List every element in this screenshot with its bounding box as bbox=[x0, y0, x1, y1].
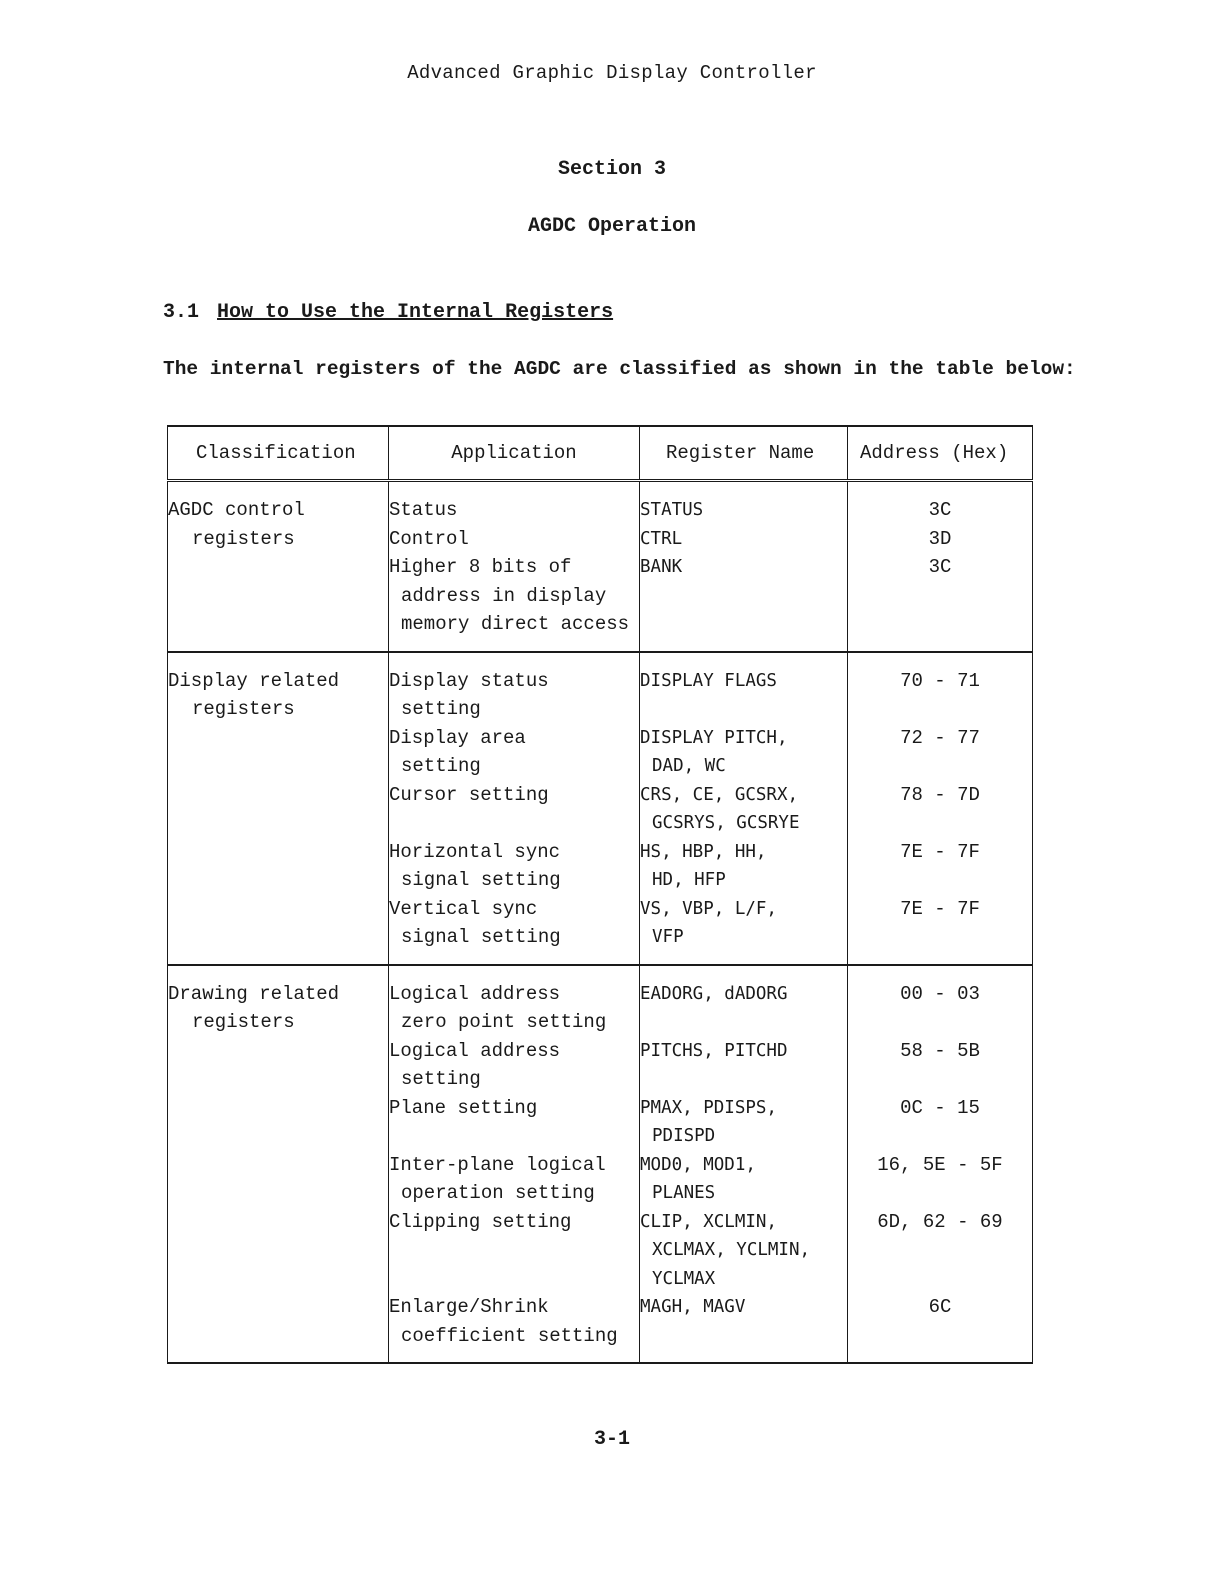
address-line bbox=[848, 1008, 1032, 1037]
application-line: address in display bbox=[401, 584, 607, 607]
register-name-line bbox=[640, 1065, 847, 1094]
column-header-application: Application bbox=[389, 426, 640, 481]
register-name-line: CRS, CE, GCSRX, bbox=[640, 784, 799, 805]
address-cell bbox=[848, 481, 1033, 652]
table-header bbox=[168, 426, 1033, 481]
register-name-line: VFP bbox=[652, 927, 684, 947]
register-name-line: VS, VBP, L/F, bbox=[640, 898, 777, 919]
address-line bbox=[848, 1179, 1032, 1208]
address-line bbox=[848, 1322, 1032, 1351]
register-name-line bbox=[640, 695, 847, 724]
classification-cell bbox=[168, 481, 389, 652]
application-line bbox=[389, 1236, 639, 1265]
address-line: 58 - 5B bbox=[900, 1039, 980, 1062]
application-line: Vertical sync bbox=[389, 897, 538, 920]
register-name-line: DISPLAY FLAGS bbox=[640, 670, 777, 691]
classification-line: Display related bbox=[168, 669, 340, 692]
address-line bbox=[848, 582, 1032, 611]
address-line bbox=[848, 1122, 1032, 1151]
address-line: 0C - 15 bbox=[900, 1096, 980, 1119]
address-line: 3C bbox=[928, 499, 952, 521]
application-cell bbox=[389, 481, 640, 652]
application-line bbox=[389, 1265, 639, 1294]
register-name-line bbox=[640, 582, 847, 611]
application-cell bbox=[389, 652, 640, 965]
application-line: Logical address bbox=[389, 982, 561, 1005]
address-line bbox=[848, 923, 1032, 952]
classification-line: registers bbox=[192, 1011, 295, 1033]
application-line: signal setting bbox=[401, 926, 561, 948]
running-head: Advanced Graphic Display Controller bbox=[407, 62, 817, 84]
register-name-line: PITCHS, PITCHD bbox=[640, 1040, 788, 1061]
application-line: Status bbox=[389, 499, 458, 521]
address-line: 3D bbox=[928, 527, 952, 550]
application-line: setting bbox=[401, 755, 481, 777]
register-name-line: HS, HBP, HH, bbox=[640, 841, 767, 862]
register-name-line: MOD0, MOD1, bbox=[640, 1154, 756, 1175]
register-name-line: CTRL bbox=[640, 528, 683, 549]
classification-cell bbox=[168, 652, 389, 965]
application-line: coefficient setting bbox=[401, 1324, 618, 1347]
register-name-line: BANK bbox=[640, 557, 683, 577]
classification-line: registers bbox=[192, 698, 295, 720]
application-line: Display area bbox=[389, 726, 526, 749]
application-line: Inter-plane logical bbox=[389, 1153, 606, 1176]
register-name-line: PDISPD bbox=[652, 1126, 716, 1146]
application-line bbox=[389, 1122, 639, 1151]
classification-cell bbox=[168, 965, 389, 1364]
register-name-cell bbox=[640, 652, 848, 965]
application-line: memory direct access bbox=[401, 613, 630, 635]
register-name-line: DAD, WC bbox=[652, 756, 726, 776]
register-name-cell bbox=[640, 965, 848, 1364]
classification-line: Drawing related bbox=[168, 982, 340, 1005]
application-line: Cursor setting bbox=[389, 783, 549, 806]
column-header-address: Address (Hex) bbox=[848, 426, 1033, 481]
subsection-number: 3.1 bbox=[163, 301, 200, 324]
register-name-line: GCSRYS, GCSRYE bbox=[652, 813, 800, 833]
table-row bbox=[168, 481, 1033, 652]
register-table bbox=[167, 425, 1033, 1364]
address-line: 16, 5E - 5F bbox=[877, 1153, 1003, 1176]
application-line: Enlarge/Shrink bbox=[389, 1296, 549, 1318]
application-line: Clipping setting bbox=[389, 1210, 572, 1233]
intro-paragraph: The internal registers of the AGDC are classified as shown in the table below: bbox=[163, 358, 1076, 380]
address-cell bbox=[848, 965, 1033, 1364]
section-number: Section 3 bbox=[557, 158, 667, 181]
register-name-line: STATUS bbox=[640, 500, 704, 520]
classification-line: registers bbox=[192, 527, 295, 550]
address-line: 6D, 62 - 69 bbox=[877, 1210, 1003, 1233]
subsection-title: How to Use the Internal Registers bbox=[217, 301, 614, 324]
register-name-line: MAGH, MAGV bbox=[640, 1297, 746, 1317]
table-row bbox=[168, 965, 1033, 1364]
address-line bbox=[848, 1265, 1032, 1294]
section-title: AGDC Operation bbox=[527, 215, 697, 238]
subsection-heading bbox=[163, 301, 613, 324]
application-line: setting bbox=[401, 698, 481, 720]
application-line: Display status bbox=[389, 669, 549, 692]
address-line: 00 - 03 bbox=[900, 982, 980, 1005]
application-line: Control bbox=[389, 527, 469, 550]
page-number: 3-1 bbox=[593, 1428, 630, 1451]
address-line bbox=[848, 866, 1032, 895]
table-row bbox=[168, 652, 1033, 965]
register-name-cell bbox=[640, 481, 848, 652]
register-name-line: CLIP, XCLMIN, bbox=[640, 1211, 777, 1232]
register-name-line: YCLMAX bbox=[652, 1268, 716, 1289]
table-body bbox=[168, 481, 1033, 1364]
address-line bbox=[848, 610, 1032, 639]
application-line bbox=[389, 809, 639, 838]
address-line: 72 - 77 bbox=[900, 726, 980, 749]
address-line: 7E - 7F bbox=[900, 897, 980, 920]
address-line: 70 - 71 bbox=[900, 669, 980, 692]
address-cell bbox=[848, 652, 1033, 965]
address-line bbox=[848, 1236, 1032, 1265]
register-name-line: EADORG, dADORG bbox=[640, 983, 788, 1004]
application-line: Plane setting bbox=[389, 1096, 538, 1119]
register-name-line: HD, HFP bbox=[652, 870, 726, 890]
register-name-line bbox=[640, 1322, 847, 1351]
application-line: Higher 8 bits of bbox=[389, 556, 572, 578]
address-line: 6C bbox=[928, 1296, 952, 1318]
address-line: 3C bbox=[928, 556, 952, 578]
header-row bbox=[168, 426, 1033, 481]
column-header-classification: Classification bbox=[168, 426, 389, 481]
register-name-line: XCLMAX, YCLMIN, bbox=[652, 1240, 811, 1260]
application-line: Logical address bbox=[389, 1039, 561, 1062]
address-line: 78 - 7D bbox=[900, 783, 980, 806]
classification-line: AGDC control bbox=[168, 499, 305, 521]
register-name-line: PMAX, PDISPS, bbox=[640, 1097, 777, 1118]
application-line: zero point setting bbox=[401, 1011, 607, 1033]
application-line: setting bbox=[401, 1068, 481, 1090]
address-line: 7E - 7F bbox=[900, 840, 980, 863]
application-line: signal setting bbox=[401, 869, 561, 891]
register-name-line bbox=[640, 610, 847, 639]
register-name-line bbox=[640, 1008, 847, 1037]
application-line: operation setting bbox=[401, 1182, 595, 1204]
register-name-line: DISPLAY PITCH, bbox=[640, 727, 788, 748]
application-cell bbox=[389, 965, 640, 1364]
application-line: Horizontal sync bbox=[389, 840, 561, 863]
address-line bbox=[848, 809, 1032, 838]
column-header-register-name: Register Name bbox=[640, 426, 848, 481]
address-line bbox=[848, 695, 1032, 724]
address-line bbox=[848, 1065, 1032, 1094]
register-name-line: PLANES bbox=[652, 1183, 716, 1203]
address-line bbox=[848, 752, 1032, 781]
